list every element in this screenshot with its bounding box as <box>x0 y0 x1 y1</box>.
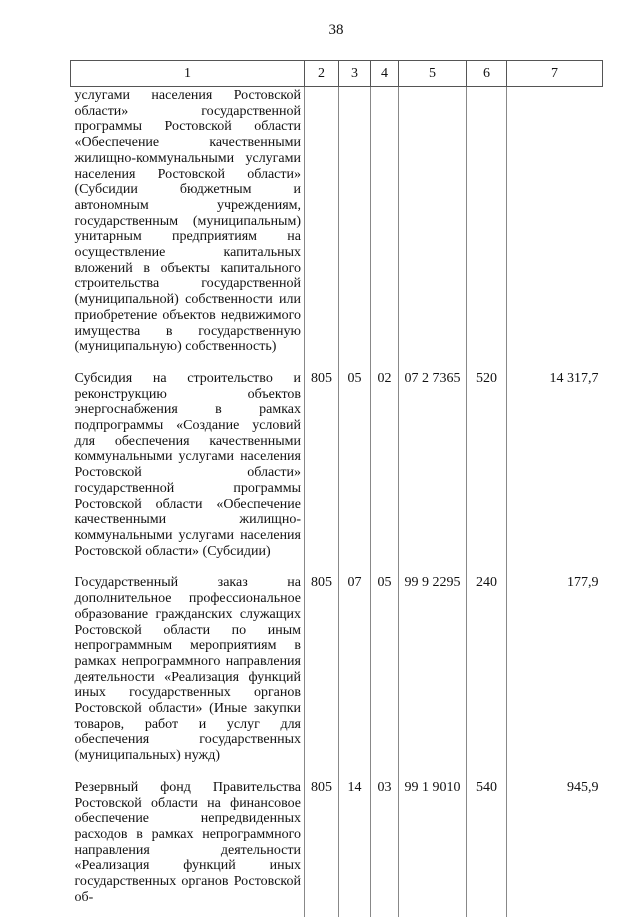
header-col-6: 6 <box>467 61 507 87</box>
table-row <box>71 571 603 775</box>
row-subsection-code: 05 <box>371 571 399 775</box>
row-expense-type: 520 <box>467 367 507 571</box>
row-amount: 945,9 <box>507 776 603 917</box>
row-description: услугами населения Ростовской области» государственной программы Ростовской области «Обеспечение качественными жилищно-коммунальными услугами населения Ростовской области» (Субсидии бюджетным и автономным учреждениям, государственным (муниципальным) унитарным предприятиям на осуществление капитальных вложений в объекты капитального строительства государственной (муниципальной) собственности или приобретение объектов недвижимого имущества в государственную (муниципальную) собственность) <box>74 88 301 355</box>
row-target-article: 07 2 7365 <box>399 367 467 571</box>
row-subsection-code: 03 <box>371 776 399 917</box>
header-col-3: 3 <box>339 61 371 87</box>
row-section-code: 07 <box>339 571 371 775</box>
header-col-4: 4 <box>371 61 399 87</box>
row-section-code: 05 <box>339 367 371 571</box>
row-amount: 177,9 <box>507 571 603 775</box>
row-expense-type <box>467 87 507 367</box>
row-target-article: 99 9 2295 <box>399 571 467 775</box>
row-expense-type: 540 <box>467 776 507 917</box>
header-col-7: 7 <box>507 61 603 87</box>
table-row <box>71 367 603 571</box>
header-row <box>71 61 603 87</box>
row-amount: 14 317,7 <box>507 367 603 571</box>
budget-table <box>70 60 603 917</box>
row-subsection-code: 02 <box>371 367 399 571</box>
row-section-code <box>339 87 371 367</box>
row-ministry-code: 805 <box>305 776 339 917</box>
page-number: 38 <box>328 22 344 38</box>
row-ministry-code <box>305 87 339 367</box>
header-col-2: 2 <box>305 61 339 87</box>
table-row <box>71 776 603 917</box>
row-target-article <box>399 87 467 367</box>
header-col-5: 5 <box>399 61 467 87</box>
row-description: Резервный фонд Правительства Ростовской области на финансовое обеспечение непредвиденных расходов в рамках непрограммного направления деятельности «Реализация функций иных государственных органов Ростовской об- <box>74 779 301 905</box>
row-section-code: 14 <box>339 776 371 917</box>
row-expense-type: 240 <box>467 571 507 775</box>
row-amount <box>507 87 603 367</box>
row-ministry-code: 805 <box>305 571 339 775</box>
header-col-1: 1 <box>71 61 305 87</box>
table-row <box>71 87 603 367</box>
row-subsection-code <box>371 87 399 367</box>
row-ministry-code: 805 <box>305 367 339 571</box>
row-description: Государственный заказ на дополнительное профессиональное образование гражданских служащих Ростовской области по иным непрограммным мероприятиям в рамках непрограммного направления деятельности «Реализация функций иных государственных органов Ростовской области» (Иные закупки товаров, работ и услуг для обеспечения государственных (муниципальных) нужд) <box>74 575 301 764</box>
row-description: Субсидия на строительство и реконструкцию объектов энергоснабжения в рамках подпрограммы «Создание условий для обеспечения качественными коммунальными услугами населения Ростовской области» государственной программы Ростовской области «Обеспечение качественными жилищно-коммунальными услугами населения Ростовской области» (Субсидии) <box>74 370 301 559</box>
table-header <box>71 61 603 87</box>
row-target-article: 99 1 9010 <box>399 776 467 917</box>
